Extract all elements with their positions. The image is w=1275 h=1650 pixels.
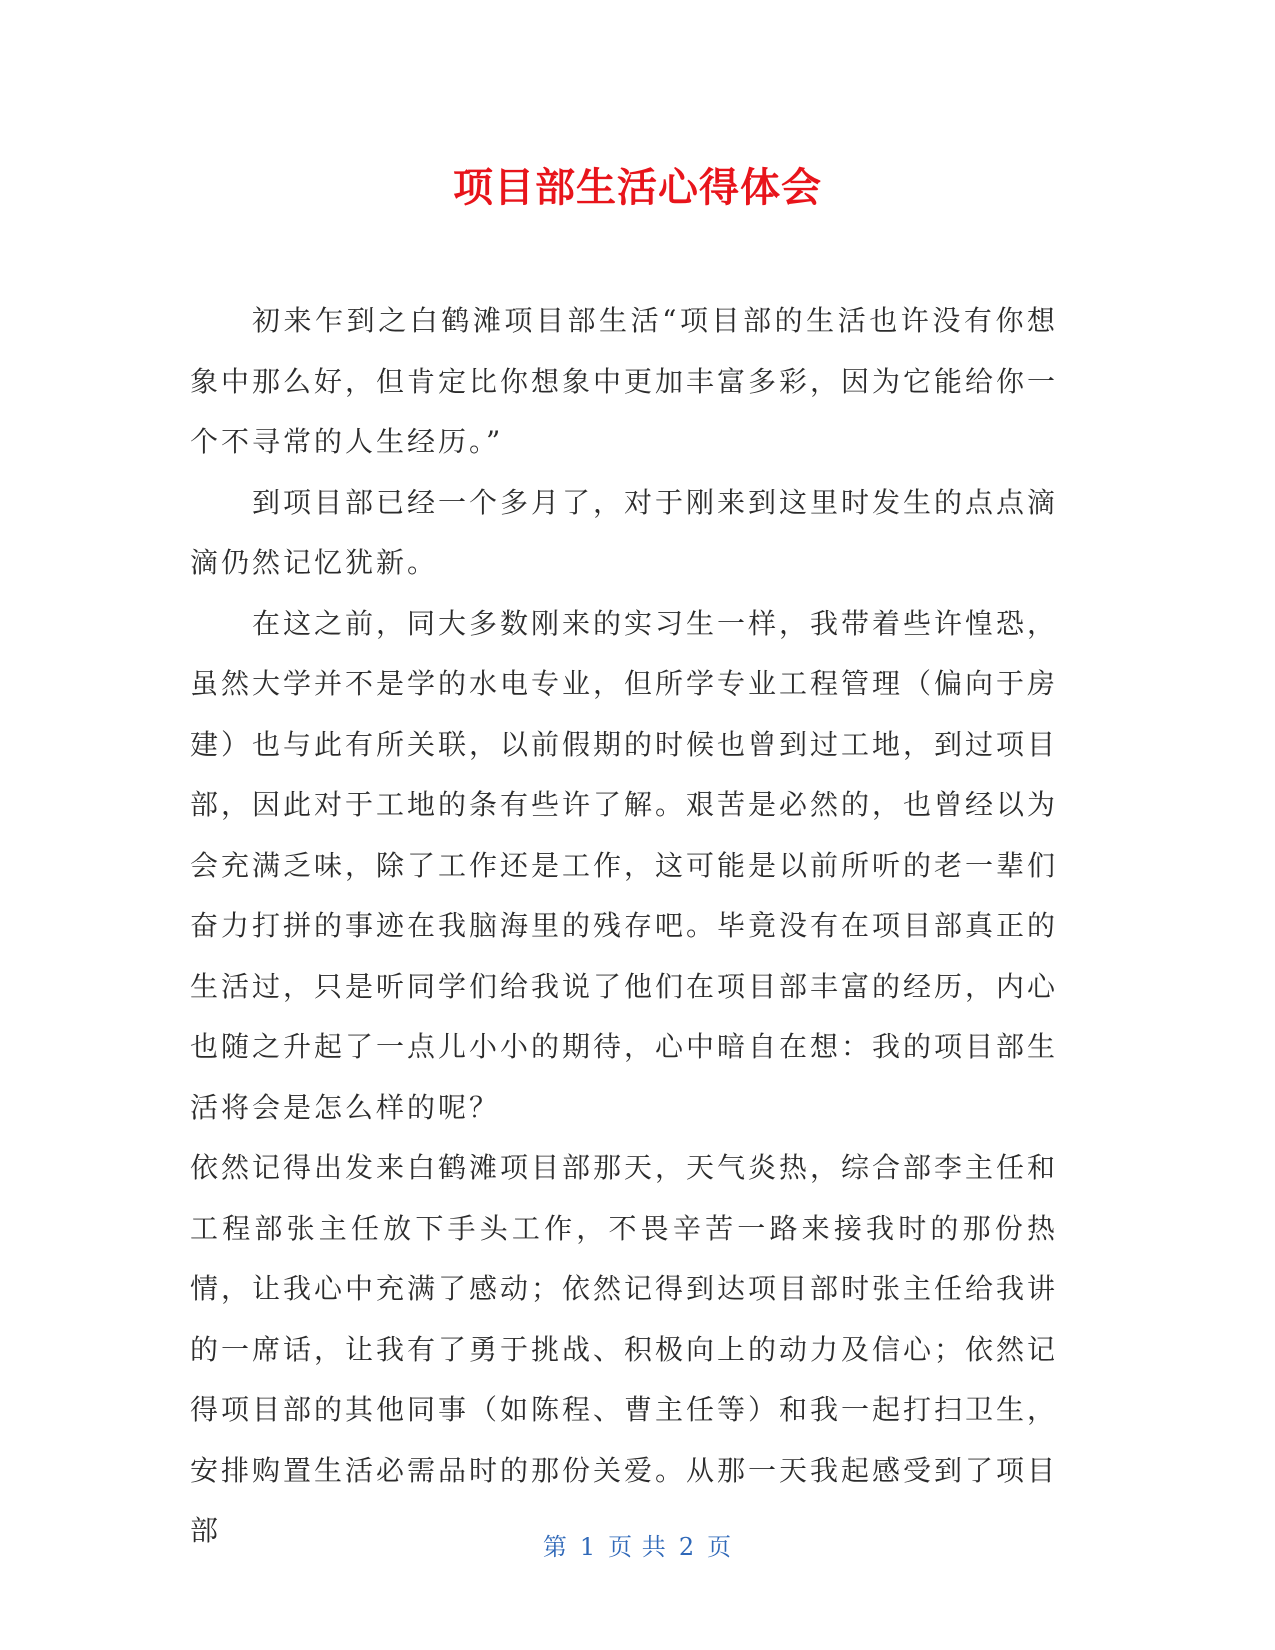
footer-middle: 页 共 [608, 1533, 667, 1561]
footer-total-pages: 2 [678, 1533, 696, 1561]
paragraph-1: 初来乍到之白鹤滩项目部生活“项目部的生活也许没有你想象中那么好，但肯定比你想象中更加丰富多彩，因为它能给你一个不寻常的人生经历。” [190, 304, 1059, 458]
document-body [190, 291, 1058, 1562]
paragraph-3: 在这之前，同大多数刚来的实习生一样，我带着些许惶恐，虽然大学并不是学的水电专业，但所学专业工程管理（偏向于房建）也与此有所关联，以前假期的时候也曾到过工地，到过项目部，因此对于工地的条有些许了解。艰苦是必然的，也曾经以为会充满乏味，除了工作还是工作，这可能是以前所听的老一辈们奋力打拼的事迹在我脑海里的残存吧。毕竟没有在项目部真正的生活过，只是听同学们给我说了他们在项目部丰富的经历，内心也随之升起了一点儿小小的期待，心中暗自在想：我的项目部生活将会是怎么样的呢？ [190, 606, 1059, 1124]
document-title: 项目部生活心得体会 [453, 165, 822, 211]
footer-current-page: 1 [579, 1533, 597, 1561]
footer-prefix: 第 [542, 1533, 568, 1561]
footer-suffix: 页 [707, 1533, 733, 1561]
paragraph-4: 依然记得出发来白鹤滩项目部那天，天气炎热，综合部李主任和工程部张主任放下手头工作，不畏辛苦一路来接我时的那份热情，让我心中充满了感动；依然记得到达项目部时张主任给我讲的一席话，让我有了勇于挑战、积极向上的动力及信心；依然记得项目部的其他同事（如陈程、曹主任等）和我一起打扫卫生，安排购置生活必需品时的那份关爱。从那一天我起感受到了项目部 [190, 1151, 1059, 1547]
paragraph-2: 到项目部已经一个多月了，对于刚来到这里时发生的点点滴滴仍然记忆犹新。 [190, 485, 1059, 579]
page-footer [0, 1530, 1275, 1564]
